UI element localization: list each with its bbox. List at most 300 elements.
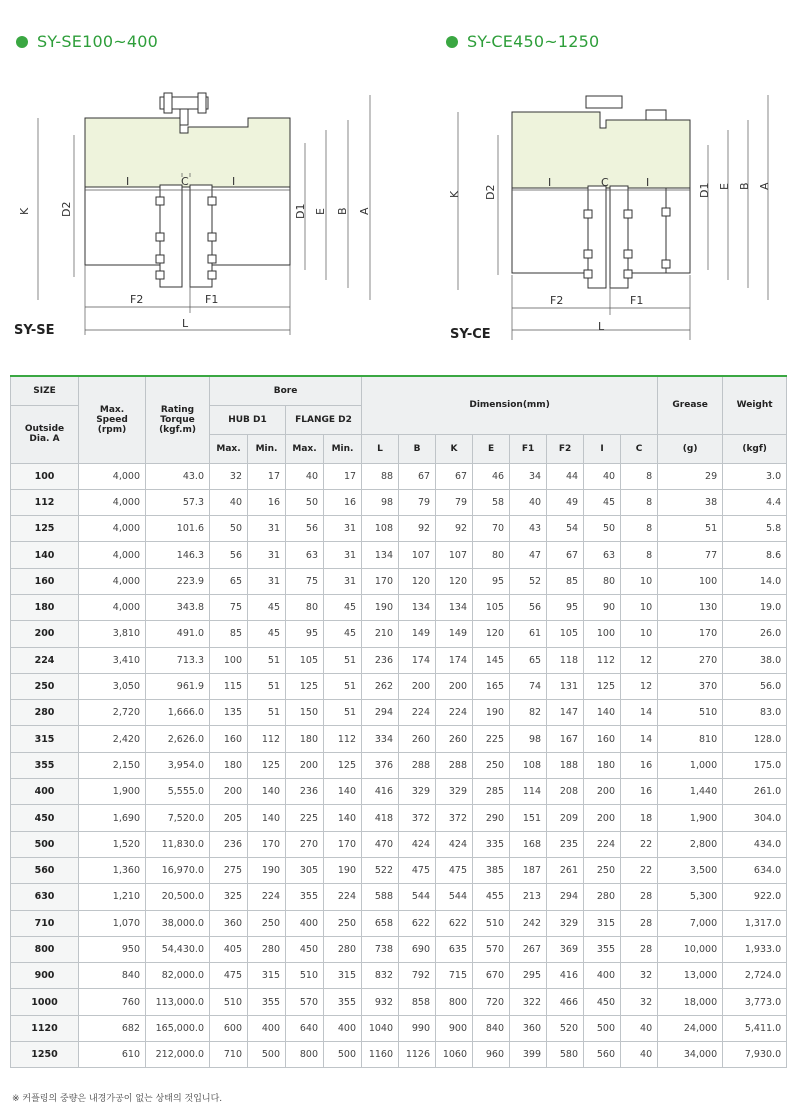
- table-row: [11, 568, 787, 594]
- table-cell: 315: [248, 963, 286, 989]
- table-cell: 418: [362, 805, 399, 831]
- table-cell: 145: [473, 647, 510, 673]
- table-cell: 1126: [399, 1042, 436, 1068]
- table-cell: 57.3: [146, 489, 210, 515]
- table-cell: 2,720: [79, 700, 146, 726]
- cell-size: 630: [11, 884, 79, 910]
- label-k: K: [18, 207, 31, 215]
- table-cell: 305: [286, 857, 324, 883]
- table-cell: 170: [658, 621, 723, 647]
- table-cell: 113,000.0: [146, 989, 210, 1015]
- cell-size: 224: [11, 647, 79, 673]
- table-cell: 400: [584, 963, 621, 989]
- cell-size: 140: [11, 542, 79, 568]
- table-cell: 174: [436, 647, 473, 673]
- table-cell: 38: [658, 489, 723, 515]
- table-cell: 190: [473, 700, 510, 726]
- label-i-left: I: [126, 175, 130, 188]
- table-cell: 4,000: [79, 542, 146, 568]
- table-cell: 4,000: [79, 568, 146, 594]
- table-cell: 1,900: [658, 805, 723, 831]
- table-cell: 950: [79, 936, 146, 962]
- table-cell: 7,520.0: [146, 805, 210, 831]
- table-cell: 622: [399, 910, 436, 936]
- table-cell: 28: [621, 910, 658, 936]
- table-cell: 588: [362, 884, 399, 910]
- table-cell: 329: [436, 779, 473, 805]
- label-k: K: [448, 190, 461, 198]
- table-cell: 385: [473, 857, 510, 883]
- table-cell: 369: [547, 936, 584, 962]
- table-cell: 190: [362, 594, 399, 620]
- table-cell: 24,000: [658, 1015, 723, 1041]
- table-cell: 65: [210, 568, 248, 594]
- table-cell: 1,933.0: [723, 936, 787, 962]
- table-cell: 960: [473, 1042, 510, 1068]
- table-cell: 40: [621, 1015, 658, 1041]
- table-cell: 134: [399, 594, 436, 620]
- th-weight: Weight: [723, 376, 787, 434]
- table-cell: 200: [584, 805, 621, 831]
- cell-size: 1120: [11, 1015, 79, 1041]
- table-cell: 95: [286, 621, 324, 647]
- cell-size: 450: [11, 805, 79, 831]
- th-grease-unit: (g): [658, 434, 723, 463]
- table-cell: 635: [436, 936, 473, 962]
- table-cell: 450: [286, 936, 324, 962]
- table-cell: 800: [436, 989, 473, 1015]
- table-row: [11, 779, 787, 805]
- table-cell: 522: [362, 857, 399, 883]
- table-cell: 107: [436, 542, 473, 568]
- table-cell: 3,954.0: [146, 752, 210, 778]
- table-cell: 4,000: [79, 516, 146, 542]
- table-cell: 4,000: [79, 463, 146, 489]
- table-cell: 16: [621, 779, 658, 805]
- table-cell: 858: [399, 989, 436, 1015]
- table-cell: 315: [324, 963, 362, 989]
- table-cell: 14.0: [723, 568, 787, 594]
- table-cell: 10: [621, 594, 658, 620]
- table-cell: 114: [510, 779, 547, 805]
- table-cell: 79: [436, 489, 473, 515]
- table-cell: 2,420: [79, 726, 146, 752]
- label-l: L: [598, 320, 605, 333]
- table-cell: 210: [362, 621, 399, 647]
- table-cell: 165,000.0: [146, 1015, 210, 1041]
- table-row: [11, 1042, 787, 1068]
- bullet-dot-icon: [446, 36, 458, 48]
- table-cell: 261.0: [723, 779, 787, 805]
- table-cell: 17: [324, 463, 362, 489]
- label-f2: F2: [550, 294, 564, 307]
- table-cell: 140: [584, 700, 621, 726]
- table-cell: 31: [248, 542, 286, 568]
- label-a: A: [358, 207, 371, 215]
- table-cell: 26.0: [723, 621, 787, 647]
- table-cell: 580: [547, 1042, 584, 1068]
- table-cell: 43.0: [146, 463, 210, 489]
- table-cell: 810: [658, 726, 723, 752]
- table-cell: 112: [248, 726, 286, 752]
- table-cell: 51: [248, 647, 286, 673]
- table-cell: 262: [362, 673, 399, 699]
- table-cell: 224: [248, 884, 286, 910]
- table-cell: 146.3: [146, 542, 210, 568]
- table-cell: 75: [286, 568, 324, 594]
- table-cell: 135: [210, 700, 248, 726]
- table-cell: 715: [436, 963, 473, 989]
- table-cell: 200: [584, 779, 621, 805]
- table-cell: 77: [658, 542, 723, 568]
- table-cell: 34,000: [658, 1042, 723, 1068]
- table-cell: 151: [510, 805, 547, 831]
- table-cell: 658: [362, 910, 399, 936]
- table-cell: 224: [436, 700, 473, 726]
- table-cell: 250: [584, 857, 621, 883]
- table-cell: 160: [210, 726, 248, 752]
- table-cell: 51: [324, 647, 362, 673]
- table-cell: 209: [547, 805, 584, 831]
- table-cell: 922.0: [723, 884, 787, 910]
- table-cell: 125: [584, 673, 621, 699]
- table-cell: 51: [324, 673, 362, 699]
- table-cell: 32: [621, 963, 658, 989]
- table-row: [11, 910, 787, 936]
- table-cell: 280: [248, 936, 286, 962]
- table-cell: 682: [79, 1015, 146, 1041]
- table-cell: 250: [473, 752, 510, 778]
- cell-size: 100: [11, 463, 79, 489]
- th-dimension: Dimension(mm): [362, 376, 658, 434]
- table-cell: 376: [362, 752, 399, 778]
- table-cell: 544: [399, 884, 436, 910]
- table-cell: 47: [510, 542, 547, 568]
- table-cell: 16: [621, 752, 658, 778]
- table-cell: 261: [547, 857, 584, 883]
- label-l: L: [182, 317, 189, 330]
- table-cell: 290: [473, 805, 510, 831]
- table-cell: 18,000: [658, 989, 723, 1015]
- table-cell: 170: [362, 568, 399, 594]
- table-row: [11, 805, 787, 831]
- th-dim-f1: F1: [510, 434, 547, 463]
- table-cell: 670: [473, 963, 510, 989]
- th-dim-l: L: [362, 434, 399, 463]
- table-cell: 800: [286, 1042, 324, 1068]
- table-cell: 5,300: [658, 884, 723, 910]
- table-cell: 285: [473, 779, 510, 805]
- table-cell: 270: [286, 831, 324, 857]
- table-cell: 175.0: [723, 752, 787, 778]
- table-cell: 450: [584, 989, 621, 1015]
- th-dim-k: K: [436, 434, 473, 463]
- table-cell: 280: [324, 936, 362, 962]
- table-cell: 134: [362, 542, 399, 568]
- table-cell: 329: [547, 910, 584, 936]
- table-cell: 4.4: [723, 489, 787, 515]
- table-cell: 570: [286, 989, 324, 1015]
- table-cell: 275: [210, 857, 248, 883]
- table-cell: 45: [248, 621, 286, 647]
- cell-size: 900: [11, 963, 79, 989]
- table-row: [11, 857, 787, 883]
- table-cell: 200: [210, 779, 248, 805]
- table-cell: 20,500.0: [146, 884, 210, 910]
- table-cell: 31: [248, 568, 286, 594]
- table-cell: 92: [436, 516, 473, 542]
- table-cell: 372: [436, 805, 473, 831]
- table-cell: 17: [248, 463, 286, 489]
- table-cell: 95: [473, 568, 510, 594]
- drawing-sy-ce: [450, 90, 775, 350]
- table-cell: 224: [399, 700, 436, 726]
- table-cell: 51: [658, 516, 723, 542]
- table-cell: 79: [399, 489, 436, 515]
- table-cell: 40: [584, 463, 621, 489]
- table-cell: 8: [621, 463, 658, 489]
- table-cell: 115: [210, 673, 248, 699]
- table-cell: 95: [547, 594, 584, 620]
- table-cell: 3,773.0: [723, 989, 787, 1015]
- table-cell: 31: [324, 542, 362, 568]
- table-cell: 38.0: [723, 647, 787, 673]
- table-cell: 54: [547, 516, 584, 542]
- table-cell: 85: [547, 568, 584, 594]
- table-cell: 1,070: [79, 910, 146, 936]
- table-cell: 466: [547, 989, 584, 1015]
- table-cell: 325: [210, 884, 248, 910]
- table-cell: 900: [436, 1015, 473, 1041]
- table-cell: 710: [210, 1042, 248, 1068]
- table-cell: 1,000: [658, 752, 723, 778]
- drawing-sy-se: [18, 85, 375, 345]
- table-cell: 50: [584, 516, 621, 542]
- table-cell: 200: [436, 673, 473, 699]
- spec-table: [10, 375, 787, 1068]
- table-cell: 270: [658, 647, 723, 673]
- table-cell: 56: [286, 516, 324, 542]
- table-cell: 128.0: [723, 726, 787, 752]
- table-cell: 510: [473, 910, 510, 936]
- table-cell: 455: [473, 884, 510, 910]
- th-hub: HUB D1: [210, 405, 286, 434]
- table-cell: 29: [658, 463, 723, 489]
- table-cell: 58: [473, 489, 510, 515]
- table-cell: 165: [473, 673, 510, 699]
- table-cell: 212,000.0: [146, 1042, 210, 1068]
- table-cell: 224: [324, 884, 362, 910]
- table-cell: 5,555.0: [146, 779, 210, 805]
- th-bore: Bore: [210, 376, 362, 405]
- table-header: [11, 376, 787, 463]
- table-cell: 118: [547, 647, 584, 673]
- table-cell: 1,317.0: [723, 910, 787, 936]
- table-cell: 14: [621, 700, 658, 726]
- table-row: [11, 489, 787, 515]
- table-cell: 334: [362, 726, 399, 752]
- table-cell: 67: [547, 542, 584, 568]
- table-row: [11, 936, 787, 962]
- table-row: [11, 594, 787, 620]
- table-cell: 10: [621, 568, 658, 594]
- table-cell: 31: [324, 516, 362, 542]
- table-cell: 250: [248, 910, 286, 936]
- table-cell: 370: [658, 673, 723, 699]
- table-cell: 520: [547, 1015, 584, 1041]
- table-cell: 7,930.0: [723, 1042, 787, 1068]
- table-cell: 180: [286, 726, 324, 752]
- table-cell: 45: [324, 594, 362, 620]
- table-cell: 16: [248, 489, 286, 515]
- table-row: [11, 542, 787, 568]
- table-cell: 1060: [436, 1042, 473, 1068]
- table-cell: 213: [510, 884, 547, 910]
- th-dim-f2: F2: [547, 434, 584, 463]
- table-cell: 738: [362, 936, 399, 962]
- th-dim-i: I: [584, 434, 621, 463]
- table-body: [11, 463, 787, 1068]
- th-dim-b: B: [399, 434, 436, 463]
- table-cell: 38,000.0: [146, 910, 210, 936]
- table-cell: 224: [584, 831, 621, 857]
- table-cell: 120: [473, 621, 510, 647]
- table-cell: 400: [248, 1015, 286, 1041]
- table-cell: 75: [210, 594, 248, 620]
- label-f1: F1: [205, 293, 219, 306]
- table-cell: 990: [399, 1015, 436, 1041]
- table-cell: 236: [362, 647, 399, 673]
- table-cell: 475: [436, 857, 473, 883]
- table-cell: 260: [436, 726, 473, 752]
- table-cell: 85: [210, 621, 248, 647]
- table-cell: 294: [362, 700, 399, 726]
- table-cell: 840: [79, 963, 146, 989]
- table-cell: 4,000: [79, 594, 146, 620]
- table-cell: 168: [510, 831, 547, 857]
- table-cell: 304.0: [723, 805, 787, 831]
- table-cell: 1,440: [658, 779, 723, 805]
- table-cell: 3,810: [79, 621, 146, 647]
- table-cell: 1160: [362, 1042, 399, 1068]
- model-label-se: SY-SE: [14, 323, 55, 338]
- table-cell: 3,500: [658, 857, 723, 883]
- table-cell: 200: [286, 752, 324, 778]
- th-outside: Outside Dia. A: [11, 405, 79, 463]
- table-cell: 3.0: [723, 463, 787, 489]
- table-cell: 80: [286, 594, 324, 620]
- table-cell: 200: [399, 673, 436, 699]
- label-d1: D1: [294, 203, 307, 219]
- table-cell: 205: [210, 805, 248, 831]
- table-cell: 108: [510, 752, 547, 778]
- table-cell: 260: [399, 726, 436, 752]
- label-i-right: I: [646, 176, 650, 189]
- table-cell: 70: [473, 516, 510, 542]
- table-cell: 120: [399, 568, 436, 594]
- cell-size: 500: [11, 831, 79, 857]
- table-cell: 82: [510, 700, 547, 726]
- table-cell: 932: [362, 989, 399, 1015]
- table-cell: 640: [286, 1015, 324, 1041]
- table-cell: 510: [286, 963, 324, 989]
- table-cell: 355: [324, 989, 362, 1015]
- table-cell: 170: [248, 831, 286, 857]
- table-cell: 56.0: [723, 673, 787, 699]
- table-cell: 50: [286, 489, 324, 515]
- table-cell: 1,520: [79, 831, 146, 857]
- th-weight-unit: (kgf): [723, 434, 787, 463]
- table-cell: 690: [399, 936, 436, 962]
- table-cell: 1,210: [79, 884, 146, 910]
- table-row: [11, 831, 787, 857]
- label-e: E: [718, 183, 731, 190]
- table-cell: 54,430.0: [146, 936, 210, 962]
- cell-size: 112: [11, 489, 79, 515]
- table-cell: 1,900: [79, 779, 146, 805]
- table-cell: 400: [324, 1015, 362, 1041]
- table-cell: 11,830.0: [146, 831, 210, 857]
- th-flange-min: Min.: [324, 434, 362, 463]
- table-cell: 416: [547, 963, 584, 989]
- table-cell: 560: [584, 1042, 621, 1068]
- table-cell: 92: [399, 516, 436, 542]
- table-cell: 180: [210, 752, 248, 778]
- table-cell: 101.6: [146, 516, 210, 542]
- table-cell: 51: [248, 673, 286, 699]
- table-cell: 150: [286, 700, 324, 726]
- table-cell: 125: [286, 673, 324, 699]
- table-cell: 399: [510, 1042, 547, 1068]
- table-cell: 50: [210, 516, 248, 542]
- cell-size: 400: [11, 779, 79, 805]
- table-cell: 294: [547, 884, 584, 910]
- table-cell: 8: [621, 489, 658, 515]
- table-cell: 83.0: [723, 700, 787, 726]
- table-row: [11, 884, 787, 910]
- table-cell: 242: [510, 910, 547, 936]
- table-cell: 235: [547, 831, 584, 857]
- table-cell: 32: [210, 463, 248, 489]
- table-cell: 250: [324, 910, 362, 936]
- table-cell: 112: [324, 726, 362, 752]
- table-cell: 67: [436, 463, 473, 489]
- table-cell: 434.0: [723, 831, 787, 857]
- table-cell: 288: [399, 752, 436, 778]
- cell-size: 710: [11, 910, 79, 936]
- th-hub-max: Max.: [210, 434, 248, 463]
- table-cell: 355: [286, 884, 324, 910]
- cell-size: 1250: [11, 1042, 79, 1068]
- table-row: [11, 516, 787, 542]
- table-cell: 236: [210, 831, 248, 857]
- table-cell: 5.8: [723, 516, 787, 542]
- table-cell: 188: [547, 752, 584, 778]
- table-cell: 140: [248, 779, 286, 805]
- th-flange: FLANGE D2: [286, 405, 362, 434]
- table-cell: 13,000: [658, 963, 723, 989]
- table-cell: 105: [473, 594, 510, 620]
- table-cell: 45: [324, 621, 362, 647]
- table-cell: 7,000: [658, 910, 723, 936]
- table-cell: 32: [621, 989, 658, 1015]
- label-d2: D2: [484, 184, 497, 200]
- table-cell: 107: [399, 542, 436, 568]
- table-cell: 4,000: [79, 489, 146, 515]
- table-row: [11, 963, 787, 989]
- label-f2: F2: [130, 293, 144, 306]
- table-cell: 34: [510, 463, 547, 489]
